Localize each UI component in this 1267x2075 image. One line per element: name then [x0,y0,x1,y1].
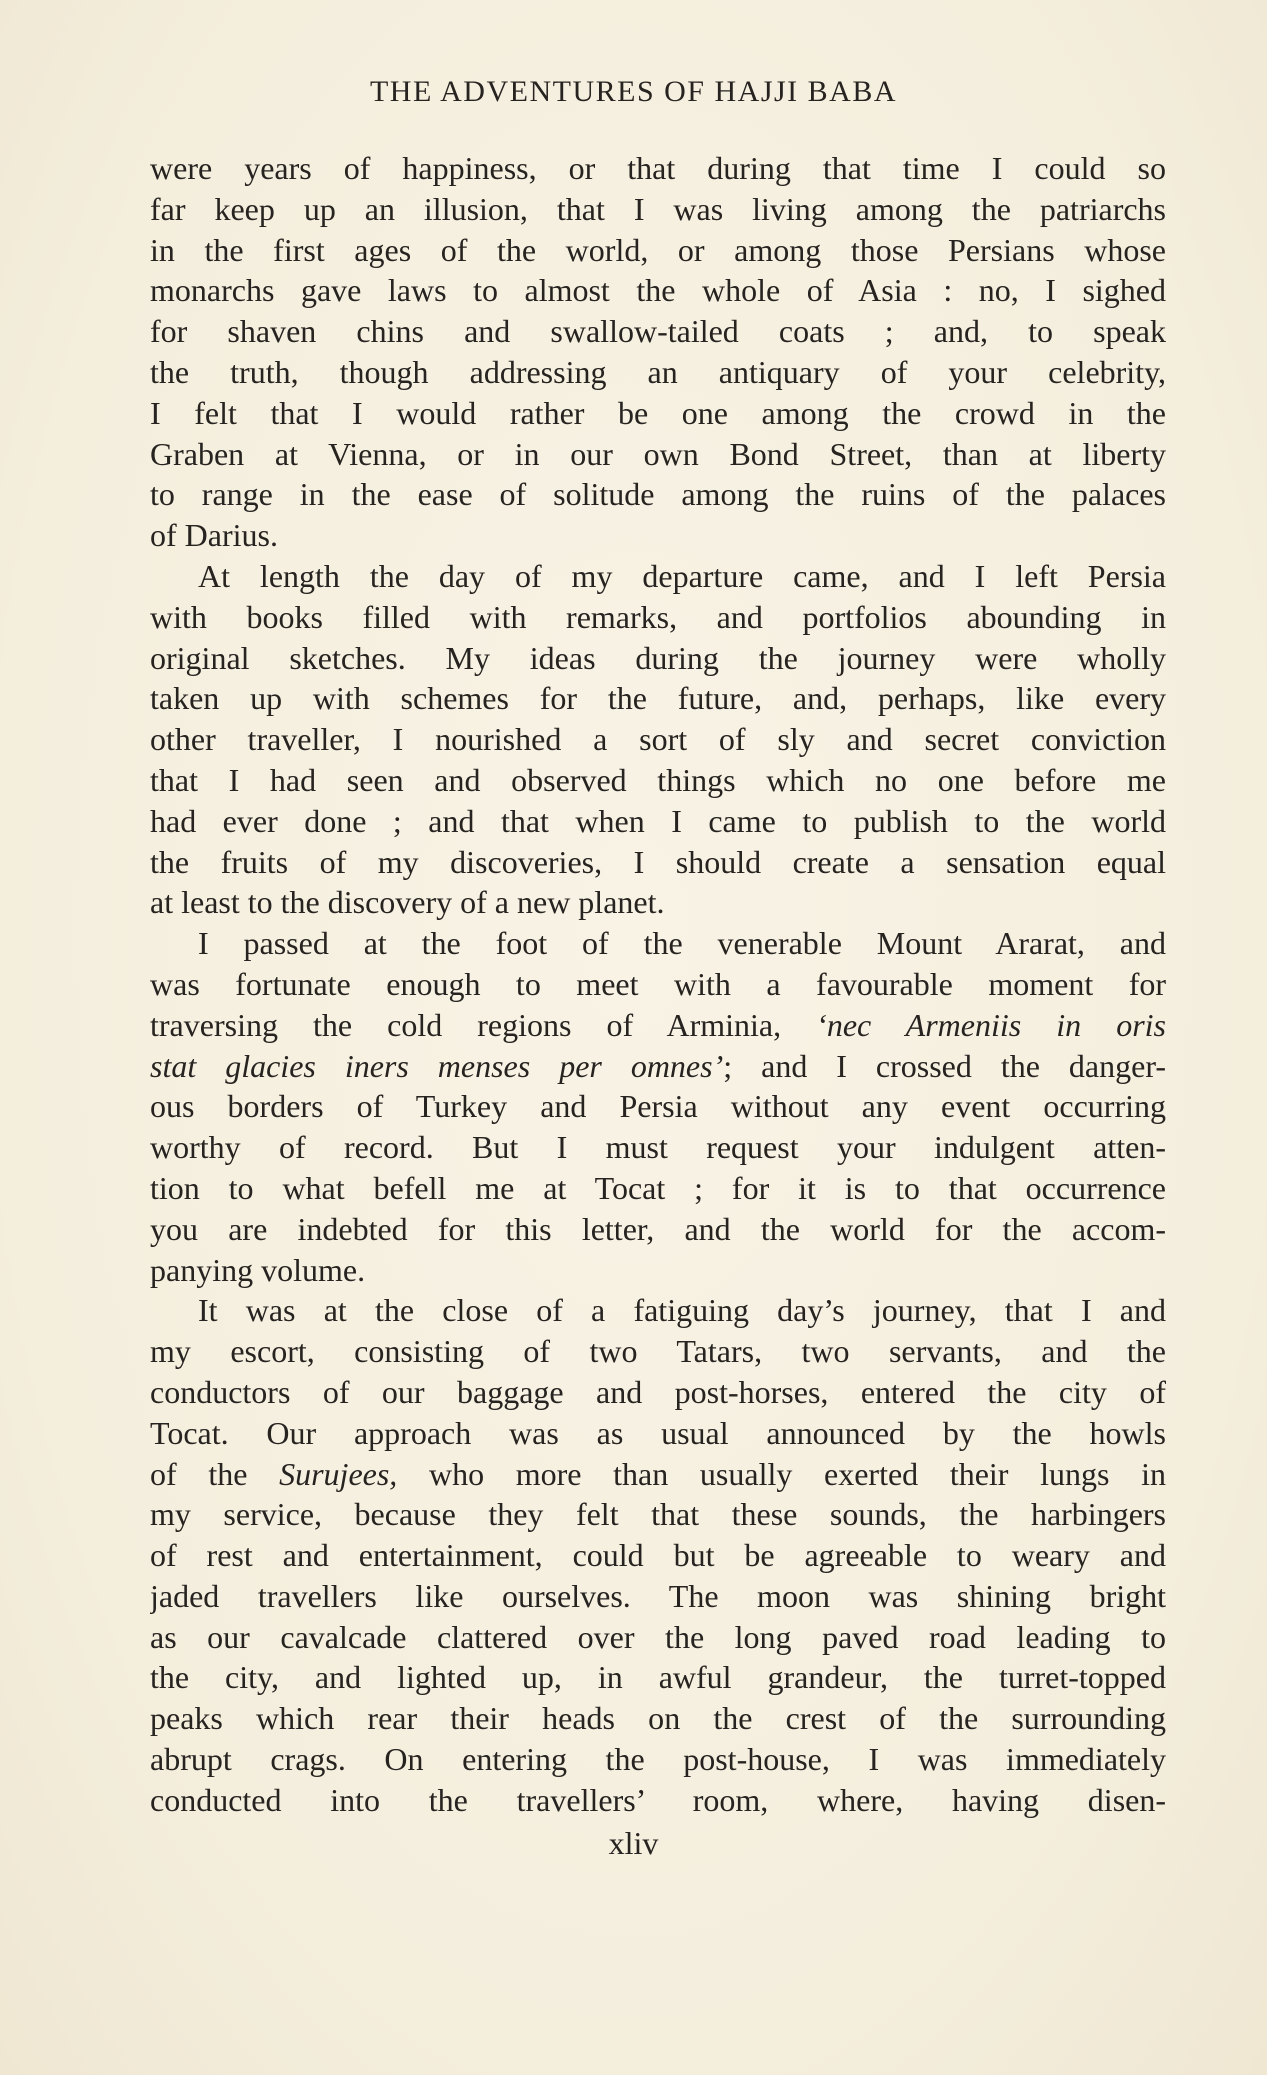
text-line: peaks which rear their heads on the crest of the surrounding [150,1700,1166,1737]
text-line: in the first ages of the world, or among those Persians whose [150,231,1166,268]
text-line: taken up with schemes for the future, and, perhaps, like every [150,680,1166,717]
body-text [150,148,1166,1821]
text-line: conducted into the travellers’ room, where, having disen- [150,1781,1166,1818]
text-segment: of the [150,1455,248,1492]
text-line: I felt that I would rather be one among the crowd in the [150,394,1166,431]
text-line: with books filled with remarks, and portfolios abounding in [150,598,1166,635]
paragraph-first-line: I passed at the foot of the venerable Mount Ararat, and [198,925,1166,962]
text-line [150,1046,1166,1087]
latin-quotation: stat glacies iners menses per omnes’ [150,1047,724,1084]
text-line: conductors of our baggage and post-horses, entered the city of [150,1373,1166,1410]
text-line: worthy of record. But I must request your indulgent atten- [150,1129,1166,1166]
text-line: the city, and lighted up, in awful grandeur, the turret-topped [150,1659,1166,1696]
text-line: as our cavalcade clattered over the long paved road leading to [150,1618,1166,1655]
text-segment: ; and I crossed the danger- [723,1047,1166,1084]
text-line: was fortunate enough to meet with a favourable moment for [150,965,1166,1002]
text-segment: who more than usually exerted their lungs in [428,1455,1166,1492]
text-line: of rest and entertainment, could but be agreeable to weary and [150,1537,1166,1574]
text-line: original sketches. My ideas during the journey were wholly [150,639,1166,676]
text-line: jaded travellers like ourselves. The moon was shining bright [150,1577,1166,1614]
italic-term: Surujees, [279,1455,398,1492]
paragraph-first-line: It was at the close of a fatiguing day’s journey, that I and [198,1292,1166,1329]
latin-quotation: ‘nec Armeniis in oris [816,1006,1166,1043]
text-line: to range in the ease of solitude among the ruins of the palaces [150,476,1166,513]
running-head: THE ADVENTURES OF HAJJI BABA [369,75,898,108]
text-line: were years of happiness, or that during that time I could so [150,150,1166,186]
text-line: at least to the discovery of a new planet. [150,884,665,921]
text-line: abrupt crags. On entering the post-house, I was immediately [150,1741,1166,1778]
text-line: my escort, consisting of two Tatars, two servants, and the [150,1333,1166,1370]
text-line: panying volume. [150,1251,366,1288]
text-line: had ever done ; and that when I came to publish to the world [150,802,1166,839]
text-line: you are indebted for this letter, and the world for the accom- [150,1210,1166,1247]
text-line [150,1005,1166,1046]
text-line: Graben at Vienna, or in our own Bond Street, than at liberty [150,435,1166,472]
text-line: far keep up an illusion, that I was living among the patriarchs [150,190,1166,227]
text-line: my service, because they felt that these sounds, the harbingers [150,1496,1166,1533]
page-number: xliv [608,1825,659,1861]
text-line: for shaven chins and swallow-tailed coats ; and, to speak [150,313,1166,350]
paragraph-first-line: At length the day of my departure came, and I left Persia [198,557,1166,594]
text-line: the truth, though addressing an antiquary of your celebrity, [150,353,1166,390]
text-line: Tocat. Our approach was as usual announced by the howls [150,1414,1166,1451]
text-line: ous borders of Turkey and Persia without any event occurring [150,1088,1166,1125]
text-line: the fruits of my discoveries, I should create a sensation equal [150,843,1166,880]
text-line: of Darius. [150,517,278,554]
text-line: monarchs gave laws to almost the whole of Asia : no, I sighed [150,272,1166,309]
text-line: that I had seen and observed things which no one before me [150,761,1166,798]
text-line: other traveller, I nourished a sort of sly and secret conviction [150,721,1166,758]
text-line: tion to what befell me at Tocat ; for it is to that occurrence [150,1169,1166,1206]
text-line [150,1454,1166,1495]
text-segment: traversing the cold regions of Arminia, [150,1006,782,1043]
